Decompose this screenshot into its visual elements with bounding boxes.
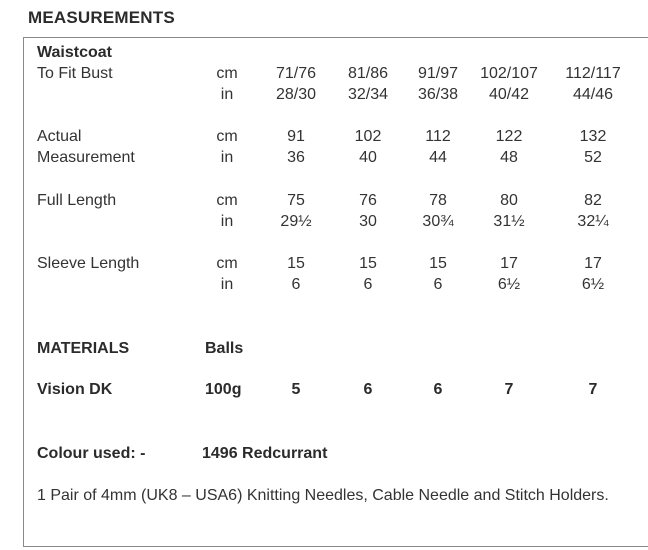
- value-in: 32¼: [577, 213, 609, 230]
- value-in: 40/42: [488, 86, 530, 103]
- unit-cm: cm: [216, 65, 238, 82]
- measurements-frame: [23, 37, 648, 547]
- value-cm: 17: [584, 255, 602, 272]
- ball-count: 6: [433, 381, 443, 398]
- value-cm: 122: [495, 128, 523, 145]
- value-in: 6: [363, 276, 373, 293]
- value-cm: 15: [359, 255, 377, 272]
- unit-in: in: [220, 276, 234, 293]
- ball-count: 7: [588, 381, 598, 398]
- value-cm: 81/86: [347, 65, 389, 82]
- unit-cm: cm: [216, 192, 238, 209]
- value-cm: 112: [425, 128, 451, 145]
- value-cm: 76: [359, 192, 377, 209]
- value-in: 52: [584, 149, 602, 166]
- value-cm: 132: [579, 128, 607, 145]
- value-in: 48: [500, 149, 518, 166]
- value-in: 40: [359, 149, 377, 166]
- row-label: Sleeve Length: [37, 255, 140, 272]
- value-cm: 71/76: [275, 65, 317, 82]
- unit-in: in: [220, 86, 234, 103]
- ball-count: 6: [363, 381, 373, 398]
- ball-count: 7: [504, 381, 514, 398]
- value-in: 36/38: [417, 86, 459, 103]
- unit-cm: cm: [216, 128, 238, 145]
- value-cm: 17: [500, 255, 518, 272]
- value-in: 6: [433, 276, 443, 293]
- row-label: Actual: [37, 128, 82, 145]
- unit-cm: cm: [216, 255, 238, 272]
- value-in: 44/46: [572, 86, 614, 103]
- value-in: 31½: [493, 213, 525, 230]
- value-in: 6½: [497, 276, 521, 293]
- row-label: Measurement: [37, 149, 135, 166]
- value-in: 30¾: [422, 213, 454, 230]
- unit-in: in: [220, 149, 234, 166]
- page-heading: MEASUREMENTS: [28, 8, 175, 27]
- value-cm: 78: [429, 192, 447, 209]
- row-label: Full Length: [37, 192, 117, 209]
- value-cm: 15: [287, 255, 305, 272]
- value-cm: 112/117: [565, 65, 621, 82]
- value-in: 44: [429, 149, 447, 166]
- value-in: 36: [287, 149, 305, 166]
- value-in: 30: [359, 213, 377, 230]
- value-cm: 80: [500, 192, 518, 209]
- value-cm: 102: [354, 128, 382, 145]
- value-in: 6: [291, 276, 301, 293]
- value-in: 29½: [280, 213, 312, 230]
- yarn-name: Vision DK: [37, 381, 113, 398]
- value-cm: 102/107: [480, 65, 538, 82]
- row-label: To Fit Bust: [37, 65, 113, 82]
- value-cm: 91: [287, 128, 305, 145]
- value-in: 28/30: [275, 86, 317, 103]
- colour-value: 1496 Redcurrant: [202, 445, 328, 462]
- unit-in: in: [220, 213, 234, 230]
- value-in: 32/34: [347, 86, 389, 103]
- ball-count: 5: [291, 381, 301, 398]
- value-cm: 15: [429, 255, 447, 272]
- yarn-weight: 100g: [205, 381, 242, 398]
- materials-title: MATERIALS: [37, 340, 130, 357]
- value-cm: 75: [287, 192, 305, 209]
- materials-unit: Balls: [205, 340, 244, 357]
- value-in: 6½: [581, 276, 605, 293]
- value-cm: 82: [584, 192, 602, 209]
- needles-note: 1 Pair of 4mm (UK8 – USA6) Knitting Needles, Cable Needle and Stitch Holders.: [37, 487, 609, 504]
- garment-title: Waistcoat: [37, 44, 112, 61]
- colour-label: Colour used: -: [37, 445, 146, 462]
- value-cm: 91/97: [417, 65, 459, 82]
